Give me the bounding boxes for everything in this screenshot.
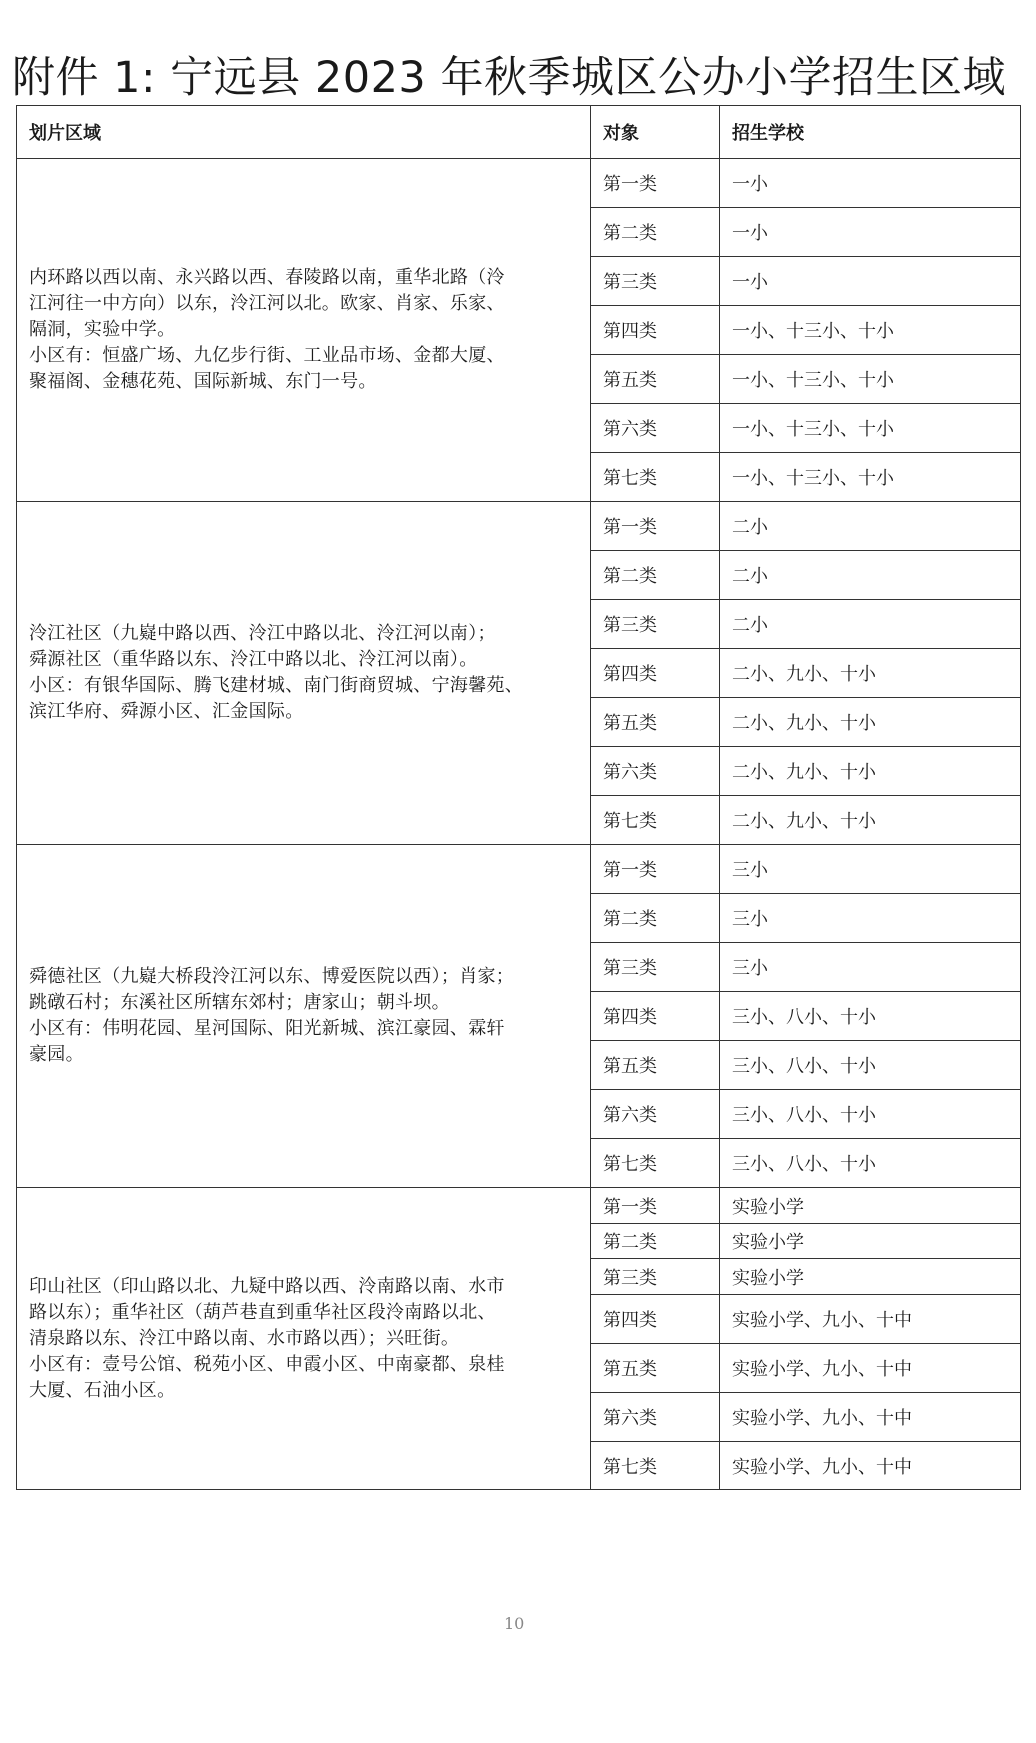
school-cell: 实验小学、九小、十中 bbox=[720, 1295, 1021, 1344]
object-cell: 第三类 bbox=[591, 600, 720, 649]
zone-area-text: 泠江社区（九嶷中路以西、泠江中路以北、泠江河以南）； 舜源社区（重华路以东、泠江中路以北、泠江河以南）。 小区：有银华国际、腾飞建材城、南门街商贸城、宁海馨苑、 滨江华府、舜源小区、汇金国际。 bbox=[29, 623, 524, 722]
object-cell: 第一类 bbox=[591, 1188, 720, 1224]
school-cell: 二小 bbox=[720, 600, 1021, 649]
school-cell: 实验小学 bbox=[720, 1224, 1021, 1259]
zone-area-text: 舜德社区（九嶷大桥段泠江河以东、博爱医院以西）；肖家； 跳礅石村；东溪社区所辖东郊村；唐家山；朝斗坝。 小区有：伟明花园、星河国际、阳光新城、滨江豪园、霖轩 豪园。 bbox=[29, 966, 515, 1065]
object-cell: 第四类 bbox=[591, 992, 720, 1041]
school-cell: 实验小学、九小、十中 bbox=[720, 1393, 1021, 1442]
school-cell: 三小 bbox=[720, 894, 1021, 943]
object-cell: 第六类 bbox=[591, 1393, 720, 1442]
school-cell: 实验小学、九小、十中 bbox=[720, 1344, 1021, 1393]
object-cell: 第六类 bbox=[591, 747, 720, 796]
zone-area-cell bbox=[17, 1188, 591, 1490]
school-cell: 二小 bbox=[720, 502, 1021, 551]
school-cell: 一小、十三小、十小 bbox=[720, 355, 1021, 404]
school-cell: 二小、九小、十小 bbox=[720, 698, 1021, 747]
school-cell: 三小、八小、十小 bbox=[720, 992, 1021, 1041]
object-cell: 第一类 bbox=[591, 159, 720, 208]
object-cell: 第二类 bbox=[591, 551, 720, 600]
object-cell: 第三类 bbox=[591, 1259, 720, 1295]
enrollment-zone-table bbox=[16, 105, 1021, 1490]
page-number: 10 bbox=[504, 1614, 525, 1633]
school-cell: 三小 bbox=[720, 845, 1021, 894]
header-area: 划片区域 bbox=[17, 106, 591, 159]
table-row bbox=[17, 159, 1021, 208]
object-cell: 第五类 bbox=[591, 1041, 720, 1090]
school-cell: 一小 bbox=[720, 208, 1021, 257]
table-row bbox=[17, 502, 1021, 551]
school-cell: 二小 bbox=[720, 551, 1021, 600]
school-cell: 三小、八小、十小 bbox=[720, 1090, 1021, 1139]
object-cell: 第五类 bbox=[591, 355, 720, 404]
school-cell: 二小、九小、十小 bbox=[720, 649, 1021, 698]
object-cell: 第三类 bbox=[591, 257, 720, 306]
school-cell: 一小、十三小、十小 bbox=[720, 306, 1021, 355]
zone-area-cell bbox=[17, 159, 591, 502]
table-row bbox=[17, 845, 1021, 894]
object-cell: 第四类 bbox=[591, 1295, 720, 1344]
object-cell: 第五类 bbox=[591, 698, 720, 747]
object-cell: 第七类 bbox=[591, 1139, 720, 1188]
zone-area-text: 内环路以西以南、永兴路以西、春陵路以南，重华北路（泠 江河往一中方向）以东，泠江河以北。欧家、肖家、乐家、 隔洞，实验中学。 小区有：恒盛广场、九亿步行街、工业品市场、金都大厦、 聚福阁、金穗花苑、国际新城、东门一号。 bbox=[29, 267, 505, 392]
object-cell: 第五类 bbox=[591, 1344, 720, 1393]
table-body bbox=[17, 159, 1021, 1490]
school-cell: 三小、八小、十小 bbox=[720, 1139, 1021, 1188]
school-cell: 一小 bbox=[720, 257, 1021, 306]
school-cell: 二小、九小、十小 bbox=[720, 796, 1021, 845]
page-title: 附件 1: 宁远县 2023 年秋季城区公办小学招生区域 bbox=[12, 53, 1006, 103]
school-cell: 二小、九小、十小 bbox=[720, 747, 1021, 796]
school-cell: 一小 bbox=[720, 159, 1021, 208]
school-cell: 实验小学、九小、十中 bbox=[720, 1442, 1021, 1490]
object-cell: 第二类 bbox=[591, 894, 720, 943]
header-school: 招生学校 bbox=[720, 106, 1021, 159]
object-cell: 第七类 bbox=[591, 796, 720, 845]
school-cell: 实验小学 bbox=[720, 1188, 1021, 1224]
object-cell: 第二类 bbox=[591, 1224, 720, 1259]
zone-area-cell bbox=[17, 502, 591, 845]
school-cell: 三小 bbox=[720, 943, 1021, 992]
table-header-row bbox=[17, 106, 1021, 159]
zone-area-cell bbox=[17, 845, 591, 1188]
object-cell: 第一类 bbox=[591, 845, 720, 894]
object-cell: 第七类 bbox=[591, 1442, 720, 1490]
school-cell: 实验小学 bbox=[720, 1259, 1021, 1295]
school-cell: 一小、十三小、十小 bbox=[720, 404, 1021, 453]
object-cell: 第六类 bbox=[591, 1090, 720, 1139]
table-row bbox=[17, 1188, 1021, 1224]
object-cell: 第七类 bbox=[591, 453, 720, 502]
zone-area-text: 印山社区（印山路以北、九疑中路以西、泠南路以南、水市 路以东）；重华社区（葫芦巷直到重华社区段泠南路以北、 清泉路以东、泠江中路以南、水市路以西）；兴旺街。 小区有：壹号公馆、税苑小区、申霞小区、中南豪都、泉桂 大厦、石油小区。 bbox=[29, 1275, 505, 1401]
object-cell: 第三类 bbox=[591, 943, 720, 992]
object-cell: 第二类 bbox=[591, 208, 720, 257]
school-cell: 三小、八小、十小 bbox=[720, 1041, 1021, 1090]
object-cell: 第一类 bbox=[591, 502, 720, 551]
school-cell: 一小、十三小、十小 bbox=[720, 453, 1021, 502]
header-object: 对象 bbox=[591, 106, 720, 159]
object-cell: 第四类 bbox=[591, 649, 720, 698]
object-cell: 第六类 bbox=[591, 404, 720, 453]
object-cell: 第四类 bbox=[591, 306, 720, 355]
